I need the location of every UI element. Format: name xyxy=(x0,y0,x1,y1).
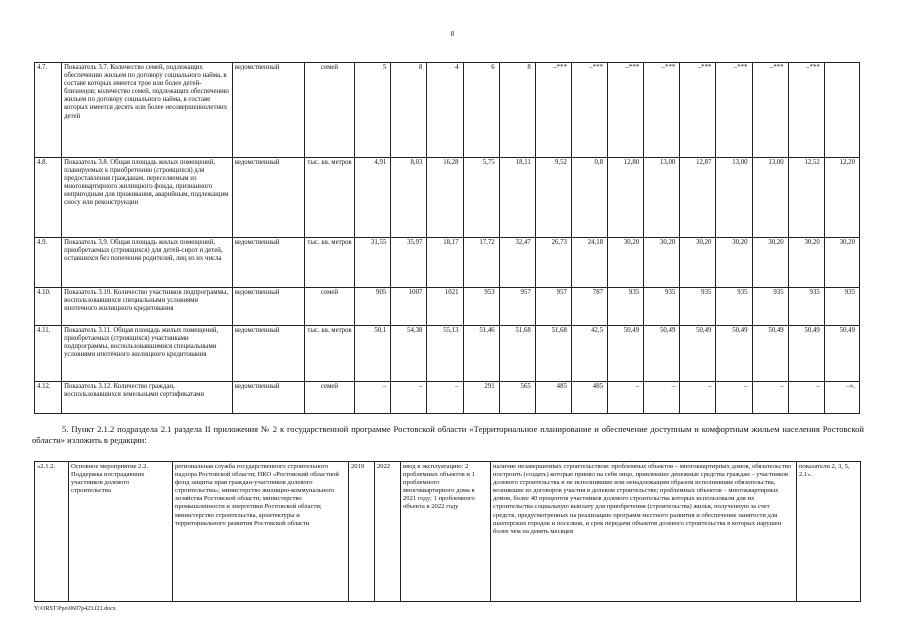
value-cell: 485 xyxy=(535,382,571,414)
value-cell: – xyxy=(680,382,716,414)
value-cell: 42,5 xyxy=(571,326,607,382)
value-cell: 565 xyxy=(499,382,535,414)
value-cell: 9,52 xyxy=(535,158,571,238)
value-cell: 12,80 xyxy=(608,158,644,238)
value-cell: 13,00 xyxy=(716,158,752,238)
measure-row xyxy=(35,462,861,602)
value-cell: 935 xyxy=(824,288,859,326)
value-cell: 905 xyxy=(355,288,391,326)
value-cell: 30,20 xyxy=(716,238,752,288)
unit: тыс. кв. метров xyxy=(304,238,354,288)
value-cell: –*** xyxy=(680,63,716,158)
value-cell: 51,46 xyxy=(463,326,499,382)
value-cell: –*** xyxy=(788,63,824,158)
file-path-footer: Y:\ORST\Ppo\0607p423.f21.docx xyxy=(34,606,116,612)
value-cell: 50,49 xyxy=(644,326,680,382)
value-cell: 50,49 xyxy=(752,326,788,382)
table-row xyxy=(35,63,860,158)
indicator-type: ведомственный xyxy=(232,238,304,288)
value-cell: 935 xyxy=(644,288,680,326)
value-cell: 8 xyxy=(499,63,535,158)
indicator-type: ведомственный xyxy=(232,382,304,414)
value-cell: 8,03 xyxy=(391,158,427,238)
value-cell: –*** xyxy=(535,63,571,158)
value-cell: 935 xyxy=(608,288,644,326)
indicator-description: Показатель 3.12. Количество граждан, воспользовавшихся земельными сертификатами xyxy=(62,382,233,414)
indicator-description: Показатель 3.7. Количество семей, подлежащих обеспечению жильем по договору социального найма, в составе которых имеется трое или более детей-близнецов; количество семей, подлежащих обеспечению жильем по договору социального найма, в составе которых имеется десять или более несовершеннолетних детей xyxy=(62,63,233,158)
table-row xyxy=(35,288,860,326)
value-cell: 787 xyxy=(571,288,607,326)
indicator-type: ведомственный xyxy=(232,288,304,326)
value-cell: 18,11 xyxy=(499,158,535,238)
value-cell: 30,20 xyxy=(644,238,680,288)
value-cell: 0,8 xyxy=(571,158,607,238)
indicator-description: Показатель 3.11. Общая площадь жилых помещений, приобретаемых (строящихся) участниками подпрограммы, воспользовавшимися специальными условиями ипотечного жилищного кредитования xyxy=(62,326,233,382)
amendment-paragraph: 5. Пункт 2.1.2 подраздела 2.1 раздела II приложения № 2 к государственной программе Ростовской области «Территориальное планирование и обеспечение доступным и комфортным жильем населения Ростовской области» изложить в редакции: xyxy=(32,424,864,445)
row-number: 4.11. xyxy=(35,326,62,382)
value-cell: –*** xyxy=(644,63,680,158)
value-cell: – xyxy=(716,382,752,414)
row-number: 4.10. xyxy=(35,288,62,326)
value-cell: 12,20 xyxy=(824,158,859,238)
unit: семей xyxy=(304,63,354,158)
value-cell: 31,55 xyxy=(355,238,391,288)
value-cell: –*** xyxy=(608,63,644,158)
value-cell: 30,20 xyxy=(752,238,788,288)
value-cell: – xyxy=(644,382,680,414)
measure-name: Основное мероприятие 2.2. Поддержка пострадавших участников долевого строительства xyxy=(69,462,173,602)
value-cell: 50,49 xyxy=(608,326,644,382)
value-cell: 12,87 xyxy=(680,158,716,238)
value-cell: 50,49 xyxy=(824,326,859,382)
indicator-description: Показатель 3.10. Количество участников подпрограммы, воспользовавшихся специальными условиями ипотечного жилищного кредитования xyxy=(62,288,233,326)
value-cell: 24,18 xyxy=(571,238,607,288)
measure-consequences: наличие незавершенных строительством: проблемных объектов – многоквартирных домов, обязательство построить (создать) которые принял на себя лицо, привлекшее денежные средства граждан – участников долевого строительства и не исполнившие или ненадлежащим образом исполнившие обязательства, возникшие из договоров участия в долевом строительстве; проблемных объектов – многоквартирных домов, более 40 процентов участников долевого строительства которых использовали для их строительства социальную выплату для приобретения (строительства) жилья, полученную за счет средств, предусмотренных на реализацию программ местного развития и обеспечение занятости для шахтерских городов и поселков, и срок передачи объектов долевого строительства в которых нарушен более чем на девять месяцев xyxy=(491,462,797,602)
value-cell: 4 xyxy=(427,63,463,158)
unit: тыс. кв. метров xyxy=(304,158,354,238)
measure-result: ввод в эксплуатацию: 2 проблемных объектов и 1 проблемного многоквартирного дома в 2021 году; 1 проблемного объекта в 2022 году xyxy=(401,462,491,602)
table-row xyxy=(35,382,860,414)
value-cell: – xyxy=(608,382,644,414)
measure-table xyxy=(34,461,861,602)
value-cell: 935 xyxy=(752,288,788,326)
value-cell: 30,20 xyxy=(824,238,859,288)
unit: семей xyxy=(304,288,354,326)
value-cell: –*** xyxy=(571,63,607,158)
measure-indicators: показатели 2, 3, 5, 2.1». xyxy=(797,462,861,602)
value-cell: 30,20 xyxy=(608,238,644,288)
value-cell: –*** xyxy=(752,63,788,158)
value-cell: 26,73 xyxy=(535,238,571,288)
value-cell: 5 xyxy=(355,63,391,158)
row-number: 4.12. xyxy=(35,382,62,414)
unit: семей xyxy=(304,382,354,414)
measure-year-end: 2022 xyxy=(375,462,401,602)
value-cell: 50,49 xyxy=(680,326,716,382)
value-cell: 30,20 xyxy=(680,238,716,288)
value-cell: 50,49 xyxy=(716,326,752,382)
measure-executor: региональная служба государственного строительного надзора Ростовской области; НКО «Ростовский областной фонд защиты прав граждан-участников долевого строительства»; министерство жилищно-коммунального хозяйства Ростовской области; министерство промышленности и энергетики Ростовской области; министерство строительства, архитектуры и территориального развития Ростовской области xyxy=(173,462,349,602)
value-cell: –». xyxy=(824,382,859,414)
value-cell: 935 xyxy=(788,288,824,326)
value-cell: 485 xyxy=(571,382,607,414)
value-cell: 32,47 xyxy=(499,238,535,288)
page-number: 8 xyxy=(450,30,455,38)
measure-year-start: 2019 xyxy=(349,462,375,602)
row-number: 4.9. xyxy=(35,238,62,288)
value-cell: –*** xyxy=(716,63,752,158)
value-cell: 50,49 xyxy=(788,326,824,382)
value-cell: 30,20 xyxy=(788,238,824,288)
indicator-type: ведомственный xyxy=(232,63,304,158)
measure-number: «2.1.2. xyxy=(35,462,69,602)
empty-cell xyxy=(824,63,859,158)
value-cell: 6 xyxy=(463,63,499,158)
indicator-description: Показатель 3.9. Общая площадь жилых помещений, приобретаемых (строящихся) для детей-сирот и детей, оставшихся без попечения родителей, лиц из их числа xyxy=(62,238,233,288)
value-cell: 51,68 xyxy=(499,326,535,382)
value-cell: 51,68 xyxy=(535,326,571,382)
value-cell: 13,00 xyxy=(644,158,680,238)
indicator-type: ведомственный xyxy=(232,158,304,238)
value-cell: – xyxy=(752,382,788,414)
value-cell: 16,28 xyxy=(427,158,463,238)
indicator-description: Показатель 3.8. Общая площадь жилых помещений, планируемых к приобретению (строящихся) для предоставления гражданам, переселяемым из многоквартирного жилищного фонда, признанного непригодным для проживания, аварийным, подлежащим сносу или реконструкции xyxy=(62,158,233,238)
value-cell: 35,97 xyxy=(391,238,427,288)
value-cell: 1007 xyxy=(391,288,427,326)
value-cell: 8 xyxy=(391,63,427,158)
value-cell: 1021 xyxy=(427,288,463,326)
value-cell: 54,38 xyxy=(391,326,427,382)
value-cell: 5,75 xyxy=(463,158,499,238)
value-cell: 13,00 xyxy=(752,158,788,238)
value-cell: 18,17 xyxy=(427,238,463,288)
table-row xyxy=(35,326,860,382)
value-cell: – xyxy=(788,382,824,414)
value-cell: 957 xyxy=(535,288,571,326)
row-number: 4.7. xyxy=(35,63,62,158)
value-cell: – xyxy=(355,382,391,414)
table-row xyxy=(35,238,860,288)
value-cell: – xyxy=(427,382,463,414)
unit: тыс. кв. метров xyxy=(304,326,354,382)
table-row xyxy=(35,158,860,238)
value-cell: 4,91 xyxy=(355,158,391,238)
value-cell: 50,1 xyxy=(355,326,391,382)
value-cell: 291 xyxy=(463,382,499,414)
indicators-table xyxy=(34,62,860,414)
value-cell: 957 xyxy=(499,288,535,326)
indicator-type: ведомственный xyxy=(232,326,304,382)
value-cell: 55,13 xyxy=(427,326,463,382)
value-cell: – xyxy=(391,382,427,414)
value-cell: 935 xyxy=(680,288,716,326)
value-cell: 12,52 xyxy=(788,158,824,238)
value-cell: 953 xyxy=(463,288,499,326)
row-number: 4.8. xyxy=(35,158,62,238)
value-cell: 17,72 xyxy=(463,238,499,288)
value-cell: 935 xyxy=(716,288,752,326)
